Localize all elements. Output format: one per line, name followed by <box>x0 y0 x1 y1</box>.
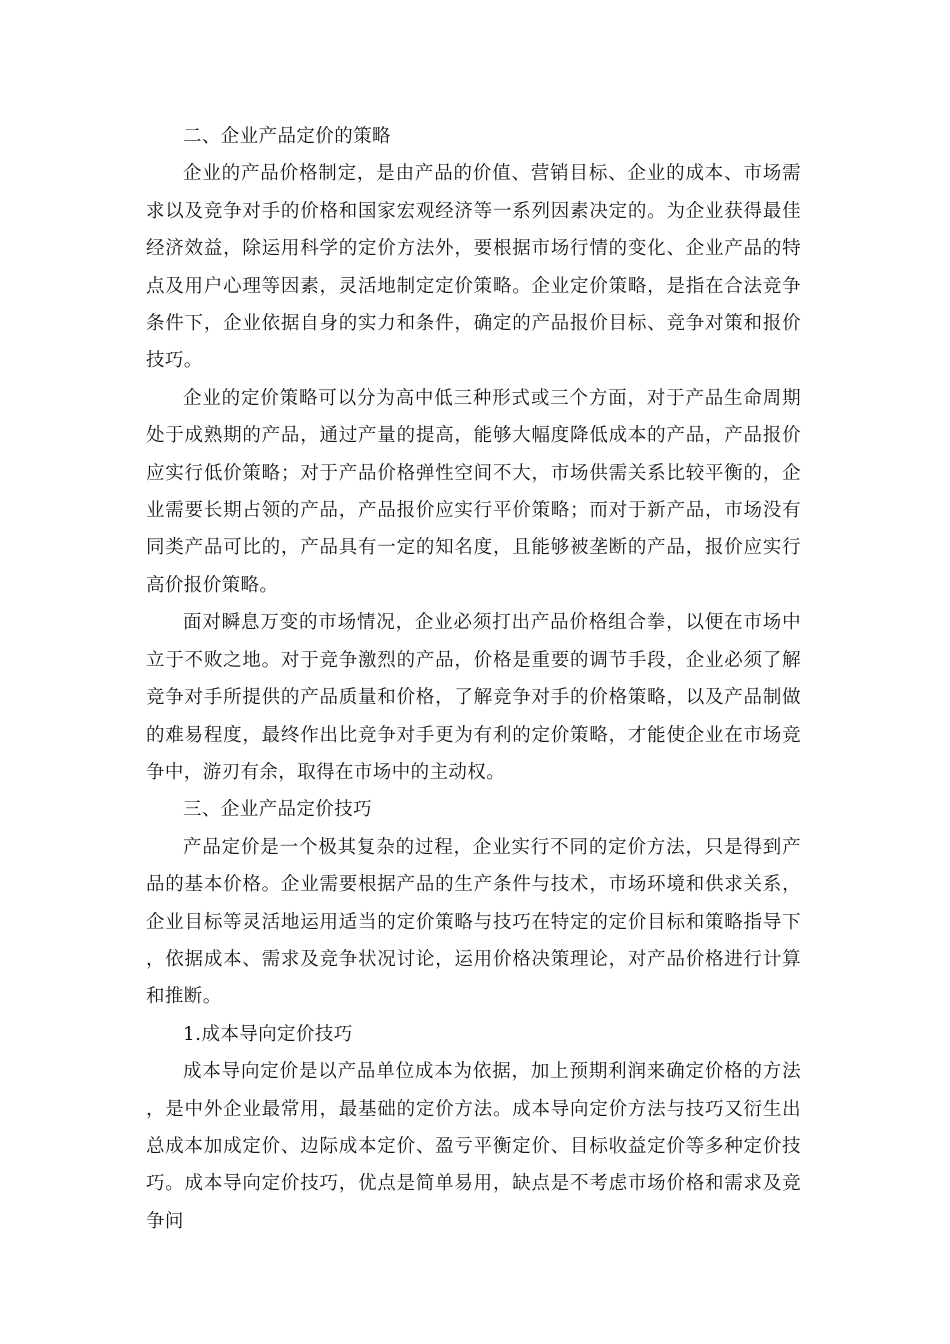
paragraph-pricing-factors: 企业的产品价格制定，是由产品的价值、营销目标、企业的成本、市场需求以及竞争对手的价格和国家宏观经济等一系列因素决定的。为企业获得最佳经济效益，除运用科学的定价方法外，要根据市场行情的变化、企业产品的特点及用户心理等因素，灵活地制定定价策略。企业定价策略，是指在合法竞争条件下，企业依据自身的实力和条件，确定的产品报价目标、竞争对策和报价技巧。 <box>146 163 801 372</box>
section-heading-pricing-techniques: 三、企业产品定价技巧 <box>183 799 373 821</box>
paragraph-cost-oriented-pricing: 成本导向定价是以产品单位成本为依据，加上预期利润来确定价格的方法，是中外企业最常用，最基础的定价方法。成本导向定价方法与技巧又衍生出总成本加成定价、边际成本定价、盈亏平衡定价、目标收益定价等多种定价技巧。成本导向定价技巧，优点是简单易用，缺点是不考虑市场价格和需求及竞争问 <box>146 1061 801 1232</box>
paragraph-market-competition: 面对瞬息万变的市场情况，企业必须打出产品价格组合拳，以便在市场中立于不败之地。对于竞争激烈的产品，价格是重要的调节手段，企业必须了解竞争对手所提供的产品质量和价格，了解竞争对手的价格策略，以及产品制做的难易程度，最终作出比竞争对手更为有利的定价策略，才能使企业在市场竞争中，游刃有余，取得在市场中的主动权。 <box>146 612 801 783</box>
subsection-heading-cost-oriented: 1.成本导向定价技巧 <box>183 1023 353 1045</box>
paragraph-pricing-process: 产品定价是一个极其复杂的过程，企业实行不同的定价方法，只是得到产品的基本价格。企业需要根据产品的生产条件与技术，市场环境和供求关系，企业目标等灵活地运用适当的定价策略与技巧在特定的定价目标和策略指导下，依据成本、需求及竞争状况讨论，运用价格决策理论，对产品价格进行计算和推断。 <box>146 836 801 1008</box>
document-body <box>146 118 801 1240</box>
section-heading-pricing-strategy: 二、企业产品定价的策略 <box>183 126 391 147</box>
paragraph-high-mid-low-strategy: 企业的定价策略可以分为高中低三种形式或三个方面，对于产品生命周期处于成熟期的产品，通过产量的提高，能够大幅度降低成本的产品，产品报价应实行低价策略；对于产品价格弹性空间不大，市场供需关系比较平衡的，企业需要长期占领的产品，产品报价应实行平价策略；而对于新产品，市场没有同类产品可比的，产品具有一定的知名度，且能够被垄断的产品，报价应实行高价报价策略。 <box>146 387 801 596</box>
